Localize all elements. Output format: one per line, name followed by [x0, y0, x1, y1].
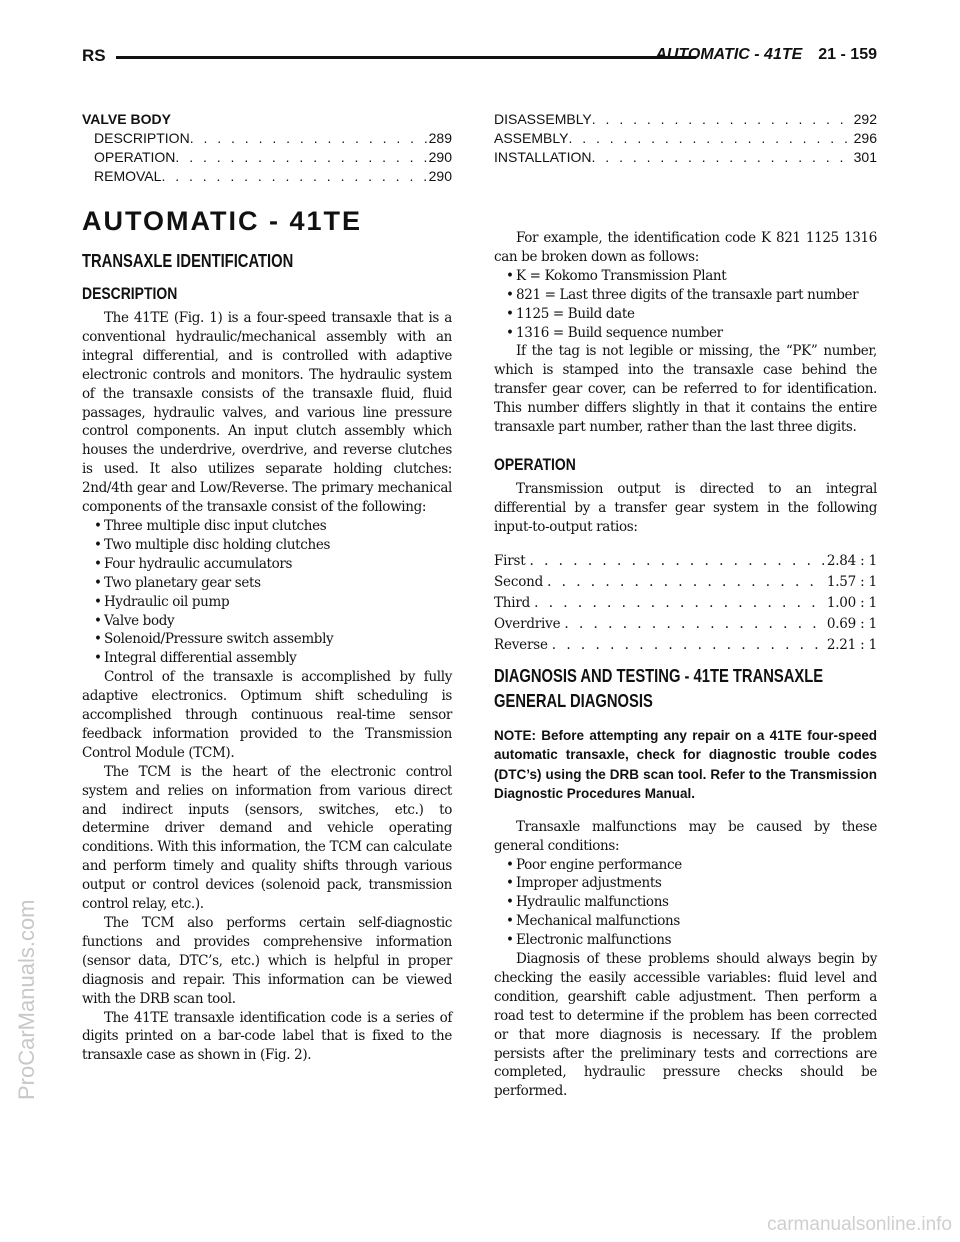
ratio-value: 1.57 : 1 — [826, 573, 877, 590]
components-list — [82, 517, 452, 668]
section-heading-identification: TRANSAXLE IDENTIFICATION — [82, 251, 294, 271]
ratio-row — [494, 635, 877, 656]
toc-entry[interactable] — [494, 148, 877, 167]
section-heading-general-diagnosis: GENERAL DIAGNOSIS — [494, 690, 653, 711]
toc-entry-page: 290 — [428, 168, 452, 184]
list-item: • Hydraulic oil pump — [82, 593, 452, 612]
main-title: AUTOMATIC - 41TE — [82, 206, 363, 236]
list-item: • 1316 = Build sequence number — [494, 324, 877, 343]
paragraph: If the tag is not legible or missing, the “PK” number, which is stamped into the transaxle case behind the transfer gear cover, can be referred to for identification. This number differs slightly in that it contains the entire transaxle part number, rather than the last three digits. — [494, 343, 877, 436]
list-item: • 821 = Last three digits of the transaxle part number — [494, 286, 877, 305]
paragraph: For example, the identification code K 821 1125 1316 can be broken down as follows: — [494, 230, 877, 265]
paragraph: The 41TE (Fig. 1) is a four-speed transaxle that is a conventional hydraulic/mechanical assembly with an integral differential, and is controlled with adaptive electronic controls and monitors. The hydraulic system of the transaxle consists of the transaxle fluid, fluid passages, hydraulic valves, and various line pressure control components. An input clutch assembly which houses the underdrive, overdrive, and reverse clutches is used. It also utilizes separate holding clutches: 2nd/4th gear and Low/Reverse. The primary mechanical components of the transaxle consist of the following: — [82, 310, 452, 516]
toc-entry-label: DESCRIPTION — [94, 130, 190, 146]
header-section — [655, 46, 877, 64]
toc-entry[interactable] — [494, 129, 877, 148]
left-column — [82, 110, 452, 1065]
paragraph: Transaxle malfunctions may be caused by these general conditions: — [494, 818, 877, 854]
toc-entry-page: 296 — [853, 130, 877, 146]
list-item: • Two multiple disc holding clutches — [82, 536, 452, 555]
toc-entry-page: 289 — [428, 130, 452, 146]
toc-entry[interactable] — [494, 110, 877, 129]
list-item: • Improper adjustments — [494, 874, 877, 893]
list-item: • Poor engine performance — [494, 856, 877, 875]
list-item: • 1125 = Build date — [494, 305, 877, 324]
list-item: • Valve body — [82, 612, 452, 631]
ratio-gear: Third — [494, 594, 531, 611]
list-item: • Mechanical malfunctions — [494, 912, 877, 931]
gear-ratio-list — [494, 551, 877, 656]
list-item: • Electronic malfunctions — [494, 931, 877, 950]
ratio-value: 2.21 : 1 — [826, 636, 877, 653]
right-column — [494, 110, 877, 1101]
toc-entry-page: 292 — [853, 111, 877, 127]
toc-entry-label: DISASSEMBLY — [494, 111, 592, 127]
toc-entry-label: ASSEMBLY — [494, 130, 569, 146]
list-item: • Hydraulic malfunctions — [494, 893, 877, 912]
ratio-gear: Overdrive — [494, 615, 561, 632]
subheading-operation: OPERATION — [494, 454, 576, 474]
toc-entry-label: INSTALLATION — [494, 149, 592, 165]
list-item: • Two planetary gear sets — [82, 574, 452, 593]
ratio-value: 0.69 : 1 — [826, 615, 877, 632]
code-parts-list — [494, 267, 877, 343]
paragraph: The TCM also performs certain self-diagnostic functions and provides comprehensive information (sensor data, DTC’s, etc.) which is helpful in proper diagnosis and repair. This information can be viewed with the DRB scan tool. — [82, 915, 452, 1007]
paragraph: Diagnosis of these problems should always begin by checking the easily accessible variables: fluid level and condition, gearshift cable adjustment. Then perform a road test to determine if the problem has been corrected or that more diagnosis is necessary. If the problem persists after the preliminary tests and corrections are completed, hydraulic pressure checks should be performed. — [494, 951, 877, 1100]
note-box: NOTE: Before attempting any repair on a 41TE four-speed automatic transaxle, check for diagnostic trouble codes (DTC’s) using the DRB scan tool. Refer to the Transmission Diagnostic Procedures Manual. — [494, 727, 877, 802]
ratio-row — [494, 614, 877, 635]
ratio-row — [494, 593, 877, 614]
paragraph: The 41TE transaxle identification code is a series of digits printed on a bar-code label that is fixed to the transaxle case as shown in (Fig. 2). — [82, 1009, 452, 1064]
ratio-gear: Reverse — [494, 636, 548, 653]
paragraph: The TCM is the heart of the electronic control system and relies on information from various direct and indirect inputs (sensors, switches, etc.) to determine driver demand and vehicle operating conditions. With this information, the TCM can calculate and perform timely and quality shifts through various output or control devices (solenoid pack, transmission control relay, etc.). — [82, 763, 452, 913]
list-item: • K = Kokomo Transmission Plant — [494, 267, 877, 286]
toc-entry-page: 301 — [853, 149, 877, 165]
page-header — [82, 44, 877, 74]
header-rule — [116, 56, 696, 59]
list-item: • Four hydraulic accumulators — [82, 555, 452, 574]
toc-entry-label: REMOVAL — [94, 168, 162, 184]
side-watermark: ProCarManuals.com — [14, 899, 39, 1100]
toc-group-heading: VALVE BODY — [82, 111, 171, 127]
ratio-row — [494, 551, 877, 572]
toc-left-list — [82, 129, 452, 186]
paragraph: Control of the transaxle is accomplished by fully adaptive electronics. Optimum shift scheduling is accomplished through continuous real-time sensor feedback information provided to the Transmission Control Module (TCM). — [82, 669, 452, 761]
paragraph: Transmission output is directed to an integral differential by a transfer gear system in the following input-to-output ratios: — [494, 480, 877, 535]
header-model-code: RS — [82, 46, 106, 65]
list-item: • Three multiple disc input clutches — [82, 517, 452, 536]
ratio-value: 2.84 : 1 — [826, 552, 877, 569]
header-section-title: AUTOMATIC - 41TE — [655, 46, 803, 63]
conditions-list — [494, 856, 877, 951]
ratio-gear: First — [494, 552, 526, 569]
toc-entry-label: OPERATION — [94, 149, 176, 165]
list-item: • Solenoid/Pressure switch assembly — [82, 630, 452, 649]
toc-entry-page: 290 — [428, 149, 452, 165]
toc-entry[interactable] — [82, 148, 452, 167]
section-heading-diagnosis: DIAGNOSIS AND TESTING - 41TE TRANSAXLE — [494, 665, 824, 686]
ratio-gear: Second — [494, 573, 544, 590]
subheading-description: DESCRIPTION — [82, 284, 178, 303]
toc-entry[interactable] — [82, 129, 452, 148]
footer-watermark: carmanualsonline.info — [767, 1214, 952, 1235]
ratio-value: 1.00 : 1 — [826, 594, 877, 611]
ratio-row — [494, 572, 877, 593]
toc-entry[interactable] — [82, 167, 452, 186]
header-page-number: 21 - 159 — [818, 46, 877, 63]
list-item: • Integral differential assembly — [82, 649, 452, 668]
toc-right-list — [494, 110, 877, 167]
